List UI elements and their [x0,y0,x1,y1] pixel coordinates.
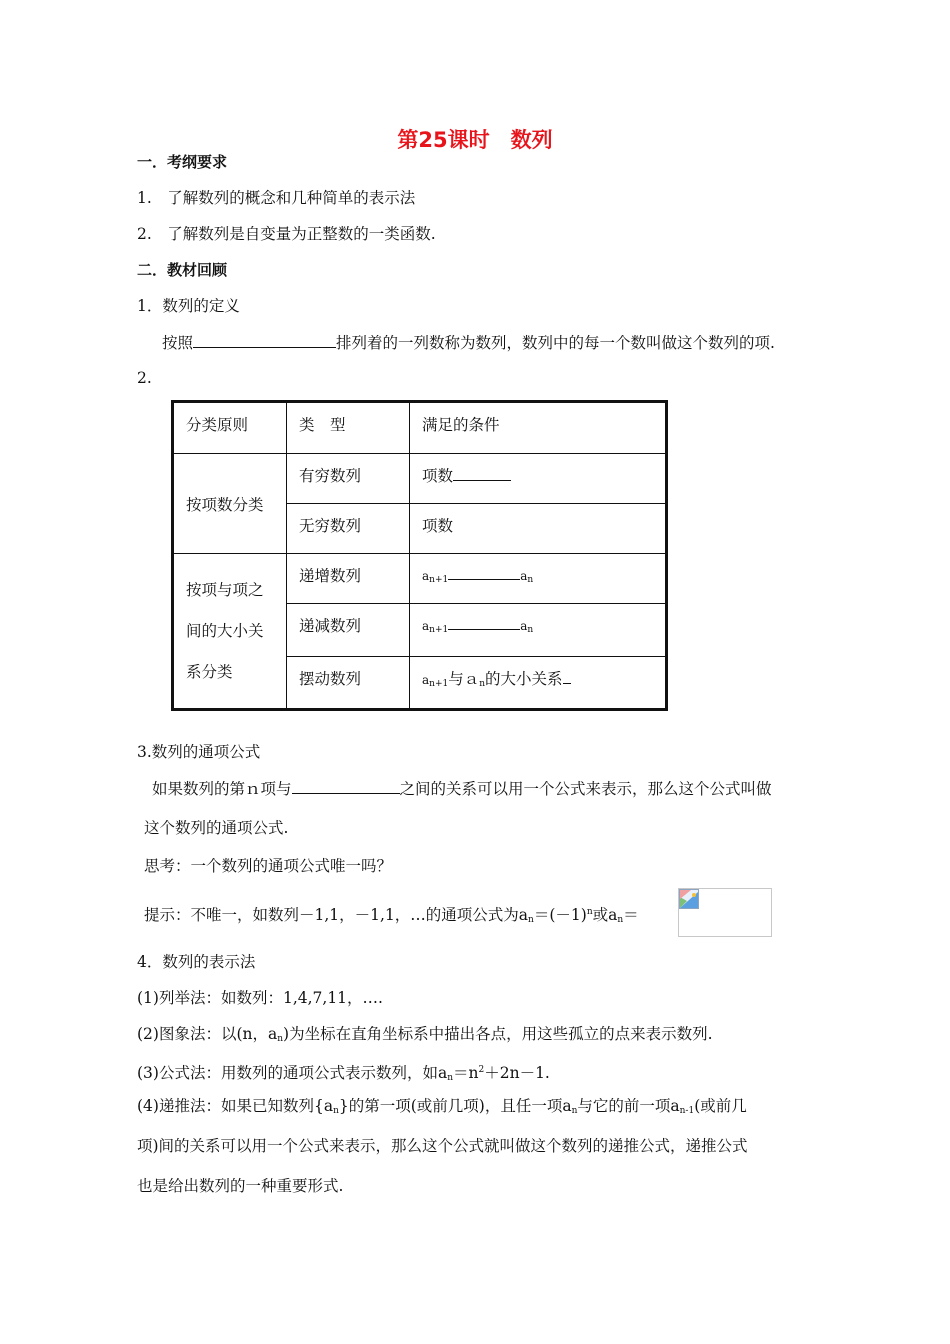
broken-image-icon [679,889,699,909]
header-type: 类 型 [287,402,410,454]
representation-heading: 4．数列的表示法 [137,953,256,971]
type-infinite: 无穷数列 [287,504,410,554]
group-by-size: 按项与项之 间的大小关 系分类 [173,554,287,710]
method-graph: (2)图象法：以(n，$a_n$)为坐标在直角坐标系中描出各点，用这些孤立的点来表示数列. [137,1025,713,1044]
method-list: (1)列举法：如数列：1,4,7,11，…. [137,989,383,1007]
finite-blank[interactable] [453,465,511,481]
definition-text-before: 按照 [162,334,194,352]
formula-blank[interactable] [292,778,400,794]
requirement-item-2: 2. 了解数列是自变量为正整数的一类函数. [137,225,436,243]
header-condition: 满足的条件 [410,402,667,454]
table-row [173,554,667,604]
type-decreasing: 递减数列 [287,604,410,657]
formula-sentence: 如果数列的第ｎ项与 之间的关系可以用一个公式来表示，那么这个公式叫做 [152,780,772,798]
type-oscillating: 摆动数列 [287,657,410,710]
type-increasing: 递增数列 [287,554,410,604]
type-finite: 有穷数列 [287,454,410,504]
formula-heading: 3.数列的通项公式 [137,743,261,761]
definition-heading: 1．数列的定义 [137,297,240,315]
cond-oscillating: $a_{n+1}$与ａ$_n$的大小关系 [410,657,667,710]
definition-blank[interactable] [193,332,336,348]
method-formula: (3)公式法：用数列的通项公式表示数列，如$a_n=n^2+2n-1$. [137,1064,550,1083]
definition-sentence [162,332,775,353]
increasing-blank[interactable] [448,564,520,580]
item-2-label: 2. [137,369,152,387]
cond-increasing: $a_{n+1}$ $a_n$ [410,554,667,604]
table-row [173,454,667,504]
section-heading-review: 二．教材回顾 [137,261,228,279]
classification-table [171,400,668,711]
section-heading-requirements: 一．考纲要求 [137,153,228,171]
page-title: 第25课时 数列 [397,128,553,152]
hint-line: 提示：不唯一，如数列－1,1，－1,1，…的通项公式为$a_n=(-1)^n$或$a_n=$ [144,906,639,925]
definition-text-after: 排列着的一列数称为数列，数列中的每一个数叫做这个数列的项. [336,334,775,352]
cond-infinite: 项数 [410,504,667,554]
header-principle: 分类原则 [173,402,287,454]
group-by-count: 按项数分类 [173,454,287,554]
method-recursion-line-2: 项)间的关系可以用一个公式来表示，那么这个公式就叫做这个数列的递推公式，递推公式 [137,1137,748,1155]
formula-sentence-2: 这个数列的通项公式. [144,819,289,837]
method-recursion: (4)递推法：如果已知数列$\{a_n\}$的第一项(或前几项)，且任一项$a_n$与它的前一项$a_{n-1}$(或前几 [137,1097,747,1116]
method-recursion-line-3: 也是给出数列的一种重要形式. [137,1177,344,1195]
broken-formula-image [678,888,772,937]
table-header-row [173,402,667,454]
decreasing-blank[interactable] [448,614,520,630]
requirement-item-1: 1. 了解数列的概念和几种简单的表示法 [137,189,416,207]
cond-decreasing: $a_{n+1}$ $a_n$ [410,604,667,657]
oscillating-blank[interactable] [563,668,571,684]
cond-finite: 项数 [410,454,667,504]
think-question: 思考：一个数列的通项公式唯一吗？ [144,857,393,875]
